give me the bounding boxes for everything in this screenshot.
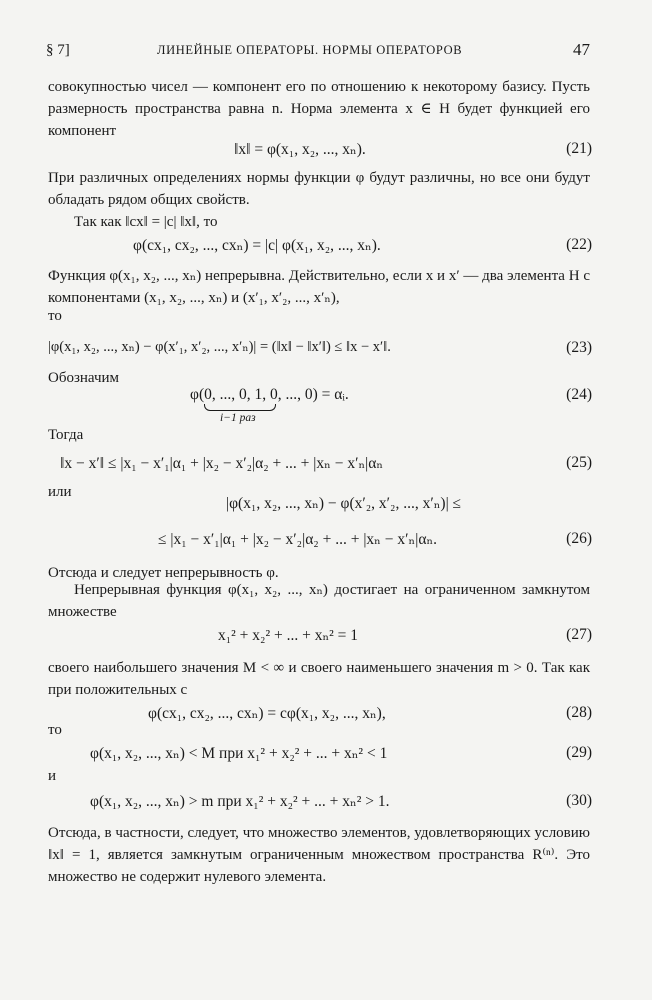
word-to-2: то <box>48 722 62 738</box>
equation-25-label: (25) <box>566 454 592 471</box>
word-to-1: то <box>48 308 62 324</box>
paragraph-2: При различных определениях нормы функции φ будут различны, но все они будут обладать рядом общих свойств. <box>48 170 590 208</box>
section-mark: § 7] <box>46 42 70 58</box>
equation-30: φ(x₁, x₂, ..., xₙ) > m при x₁² + x₂² + ... + xₙ² > 1. <box>90 793 390 810</box>
running-header <box>46 40 590 64</box>
equation-28-label: (28) <box>566 704 592 721</box>
paragraph-8: Отсюда, в частности, следует, что множество элементов, удовлетворяющих условию ‖x‖ = 1, является замкнутым ограниченным множеством пространства R⁽ⁿ⁾. Это множество не содержит нулевого элемента. <box>48 825 590 885</box>
equation-26-line2: ≤ |x₁ − x′₁|α₁ + |x₂ − x′₂|α₂ + ... + |xₙ − x′ₙ|αₙ. <box>158 531 438 548</box>
equation-21-label: (21) <box>566 140 592 157</box>
equation-24-label: (24) <box>566 386 592 403</box>
equation-30-label: (30) <box>566 792 592 809</box>
paragraph-7: своего наибольшего значения M < ∞ и своего наименьшего значения m > 0. Так как при положительных c <box>48 660 590 698</box>
word-oboznachim: Обозначим <box>48 370 120 386</box>
header-title: ЛИНЕЙНЫЕ ОПЕРАТОРЫ. НОРМЫ ОПЕРАТОРОВ <box>157 43 463 57</box>
equation-22-label: (22) <box>566 236 592 253</box>
equation-23-label: (23) <box>566 339 592 356</box>
underbrace-label: i−1 раз <box>220 412 256 424</box>
equation-25: ‖x − x′‖ ≤ |x₁ − x′₁|α₁ + |x₂ − x′₂|α₂ + ... + |xₙ − x′ₙ|αₙ <box>60 455 384 472</box>
equation-21: ‖x‖ = φ(x₁, x₂, ..., xₙ). <box>234 141 366 158</box>
paragraph-5: Отсюда и следует непрерывность φ. <box>48 565 279 581</box>
equation-27-label: (27) <box>566 626 592 643</box>
equation-29-label: (29) <box>566 744 592 761</box>
equation-22: φ(cx₁, cx₂, ..., cxₙ) = |c| φ(x₁, x₂, ..., xₙ). <box>133 237 381 254</box>
equation-24: φ(0, ..., 0, 1, 0, ..., 0) = αᵢ. <box>190 386 349 403</box>
equation-28: φ(cx₁, cx₂, ..., cxₙ) = cφ(x₁, x₂, ..., xₙ), <box>148 705 386 722</box>
equation-29: φ(x₁, x₂, ..., xₙ) < M при x₁² + x₂² + ... + xₙ² < 1 <box>90 745 388 762</box>
equation-23: |φ(x₁, x₂, ..., xₙ) − φ(x′₁, x′₂, ..., x′ₙ)| = (‖x‖ − ‖x′‖) ≤ ‖x − x′‖. <box>48 339 391 355</box>
paragraph-3: Так как ‖cx‖ = |c| ‖x‖, то <box>74 214 218 230</box>
underbrace-mark <box>204 404 276 411</box>
word-ili: или <box>48 484 72 500</box>
word-togda: Тогда <box>48 427 84 443</box>
equation-26-label: (26) <box>566 530 592 547</box>
paragraph-6: Непрерывная функция φ(x₁, x₂, ..., xₙ) достигает на ограниченном замкнутом множестве <box>48 582 590 620</box>
word-i: и <box>48 768 57 784</box>
paragraph-4: Функция φ(x₁, x₂, ..., xₙ) непрерывна. Действительно, если x и x′ — два элемента H с компонентами (x₁, x₂, ..., xₙ) и (x′₁, x′₂, ..., x′ₙ), <box>48 268 590 306</box>
equation-27: x₁² + x₂² + ... + xₙ² = 1 <box>218 627 359 644</box>
page-number: 47 <box>573 40 590 59</box>
equation-26-line1: |φ(x₁, x₂, ..., xₙ) − φ(x′₂, x′₂, ..., x′ₙ)| ≤ <box>226 495 462 512</box>
paragraph-1: совокупностью чисел — компонент его по отношению к некоторому базису. Пусть размерность пространства равна n. Норма элемента x ∈ H будет функцией его компонент <box>48 79 590 139</box>
